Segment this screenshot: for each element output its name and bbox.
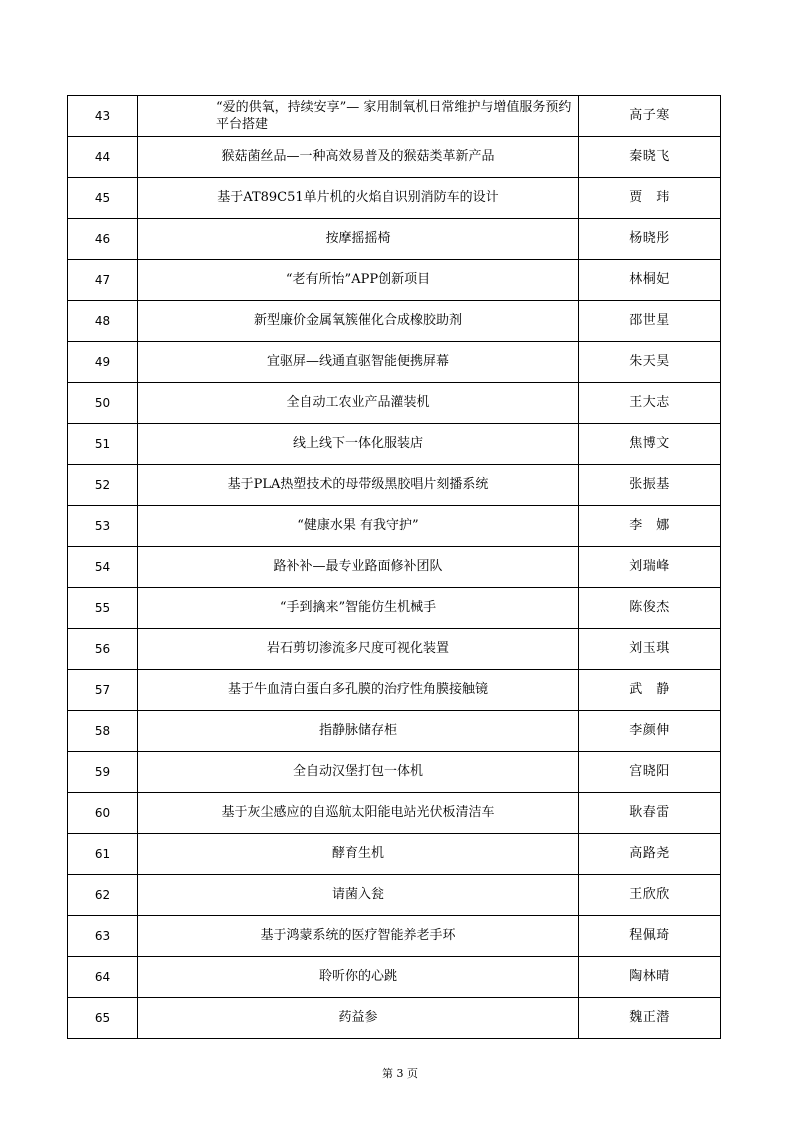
row-number: 47	[68, 260, 138, 301]
table-row	[68, 96, 721, 137]
project-title: 新型廉价金属氧簇催化合成橡胶助剂	[138, 301, 579, 342]
project-title: 猴菇菌丝品—一种高效易普及的猴菇类革新产品	[138, 137, 579, 178]
row-number: 49	[68, 342, 138, 383]
table-row	[68, 875, 721, 916]
project-table-body	[68, 96, 721, 1039]
table-row	[68, 834, 721, 875]
row-number: 59	[68, 752, 138, 793]
leader-name: 耿春雷	[579, 793, 721, 834]
project-title: 全自动工农业产品灌装机	[138, 383, 579, 424]
row-number: 61	[68, 834, 138, 875]
row-number: 57	[68, 670, 138, 711]
project-title: “爱的供氧，持续安享”— 家用制氧机日常维护与增值服务预约平台搭建	[138, 96, 579, 137]
leader-name: 杨晓彤	[579, 219, 721, 260]
leader-name: 魏正潜	[579, 998, 721, 1039]
leader-name: 高子寒	[579, 96, 721, 137]
leader-name: 宫晓阳	[579, 752, 721, 793]
project-title: 岩石剪切渗流多尺度可视化装置	[138, 629, 579, 670]
leader-name: 王欣欣	[579, 875, 721, 916]
table-row	[68, 342, 721, 383]
table-row	[68, 957, 721, 998]
table-row	[68, 465, 721, 506]
table-row	[68, 547, 721, 588]
leader-name: 陈俊杰	[579, 588, 721, 629]
row-number: 56	[68, 629, 138, 670]
row-number: 48	[68, 301, 138, 342]
leader-name: 程佩琦	[579, 916, 721, 957]
leader-name: 刘瑞峰	[579, 547, 721, 588]
project-title: “健康水果 有我守护”	[138, 506, 579, 547]
project-title: 基于AT89C51单片机的火焰自识别消防车的设计	[138, 178, 579, 219]
project-title: “手到擒来”智能仿生机械手	[138, 588, 579, 629]
row-number: 44	[68, 137, 138, 178]
leader-name: 李 娜	[579, 506, 721, 547]
row-number: 65	[68, 998, 138, 1039]
project-title: 请菌入瓮	[138, 875, 579, 916]
row-number: 58	[68, 711, 138, 752]
row-number: 62	[68, 875, 138, 916]
leader-name: 林桐妃	[579, 260, 721, 301]
table-row	[68, 752, 721, 793]
leader-name: 陶林晴	[579, 957, 721, 998]
project-table	[67, 95, 721, 1039]
leader-name: 贾 玮	[579, 178, 721, 219]
leader-name: 秦晓飞	[579, 137, 721, 178]
table-row	[68, 711, 721, 752]
row-number: 46	[68, 219, 138, 260]
project-title: 聆听你的心跳	[138, 957, 579, 998]
leader-name: 李颜伸	[579, 711, 721, 752]
table-row	[68, 178, 721, 219]
project-title: 基于PLA热塑技术的母带级黑胶唱片刻播系统	[138, 465, 579, 506]
project-title: 酵育生机	[138, 834, 579, 875]
row-number: 43	[68, 96, 138, 137]
table-row	[68, 998, 721, 1039]
row-number: 50	[68, 383, 138, 424]
row-number: 64	[68, 957, 138, 998]
project-title: 基于灰尘感应的自巡航太阳能电站光伏板清洁车	[138, 793, 579, 834]
table-row	[68, 670, 721, 711]
table-row	[68, 506, 721, 547]
project-title: “老有所怡”APP创新项目	[138, 260, 579, 301]
row-number: 45	[68, 178, 138, 219]
table-row	[68, 424, 721, 465]
row-number: 60	[68, 793, 138, 834]
row-number: 54	[68, 547, 138, 588]
project-title: 路补补—最专业路面修补团队	[138, 547, 579, 588]
leader-name: 邵世星	[579, 301, 721, 342]
leader-name: 朱天昊	[579, 342, 721, 383]
project-title: 宜驱屏—线通直驱智能便携屏幕	[138, 342, 579, 383]
row-number: 52	[68, 465, 138, 506]
leader-name: 王大志	[579, 383, 721, 424]
project-title: 基于鸿蒙系统的医疗智能养老手环	[138, 916, 579, 957]
page-number: 第 3 页	[382, 1067, 418, 1080]
leader-name: 刘玉琪	[579, 629, 721, 670]
table-row	[68, 219, 721, 260]
leader-name: 高路尧	[579, 834, 721, 875]
project-title: 按摩摇摇椅	[138, 219, 579, 260]
table-row	[68, 383, 721, 424]
row-number: 53	[68, 506, 138, 547]
project-table-container	[67, 95, 720, 1039]
row-number: 51	[68, 424, 138, 465]
project-title: 基于牛血清白蛋白多孔膜的治疗性角膜接触镜	[138, 670, 579, 711]
project-title: 全自动汉堡打包一体机	[138, 752, 579, 793]
row-number: 63	[68, 916, 138, 957]
table-row	[68, 629, 721, 670]
table-row	[68, 793, 721, 834]
table-row	[68, 588, 721, 629]
table-row	[68, 916, 721, 957]
leader-name: 张振基	[579, 465, 721, 506]
row-number: 55	[68, 588, 138, 629]
project-title: 指静脉储存柜	[138, 711, 579, 752]
table-row	[68, 137, 721, 178]
table-row	[68, 301, 721, 342]
project-title: 药益参	[138, 998, 579, 1039]
table-row	[68, 260, 721, 301]
leader-name: 武 静	[579, 670, 721, 711]
leader-name: 焦博文	[579, 424, 721, 465]
project-title: 线上线下一体化服装店	[138, 424, 579, 465]
